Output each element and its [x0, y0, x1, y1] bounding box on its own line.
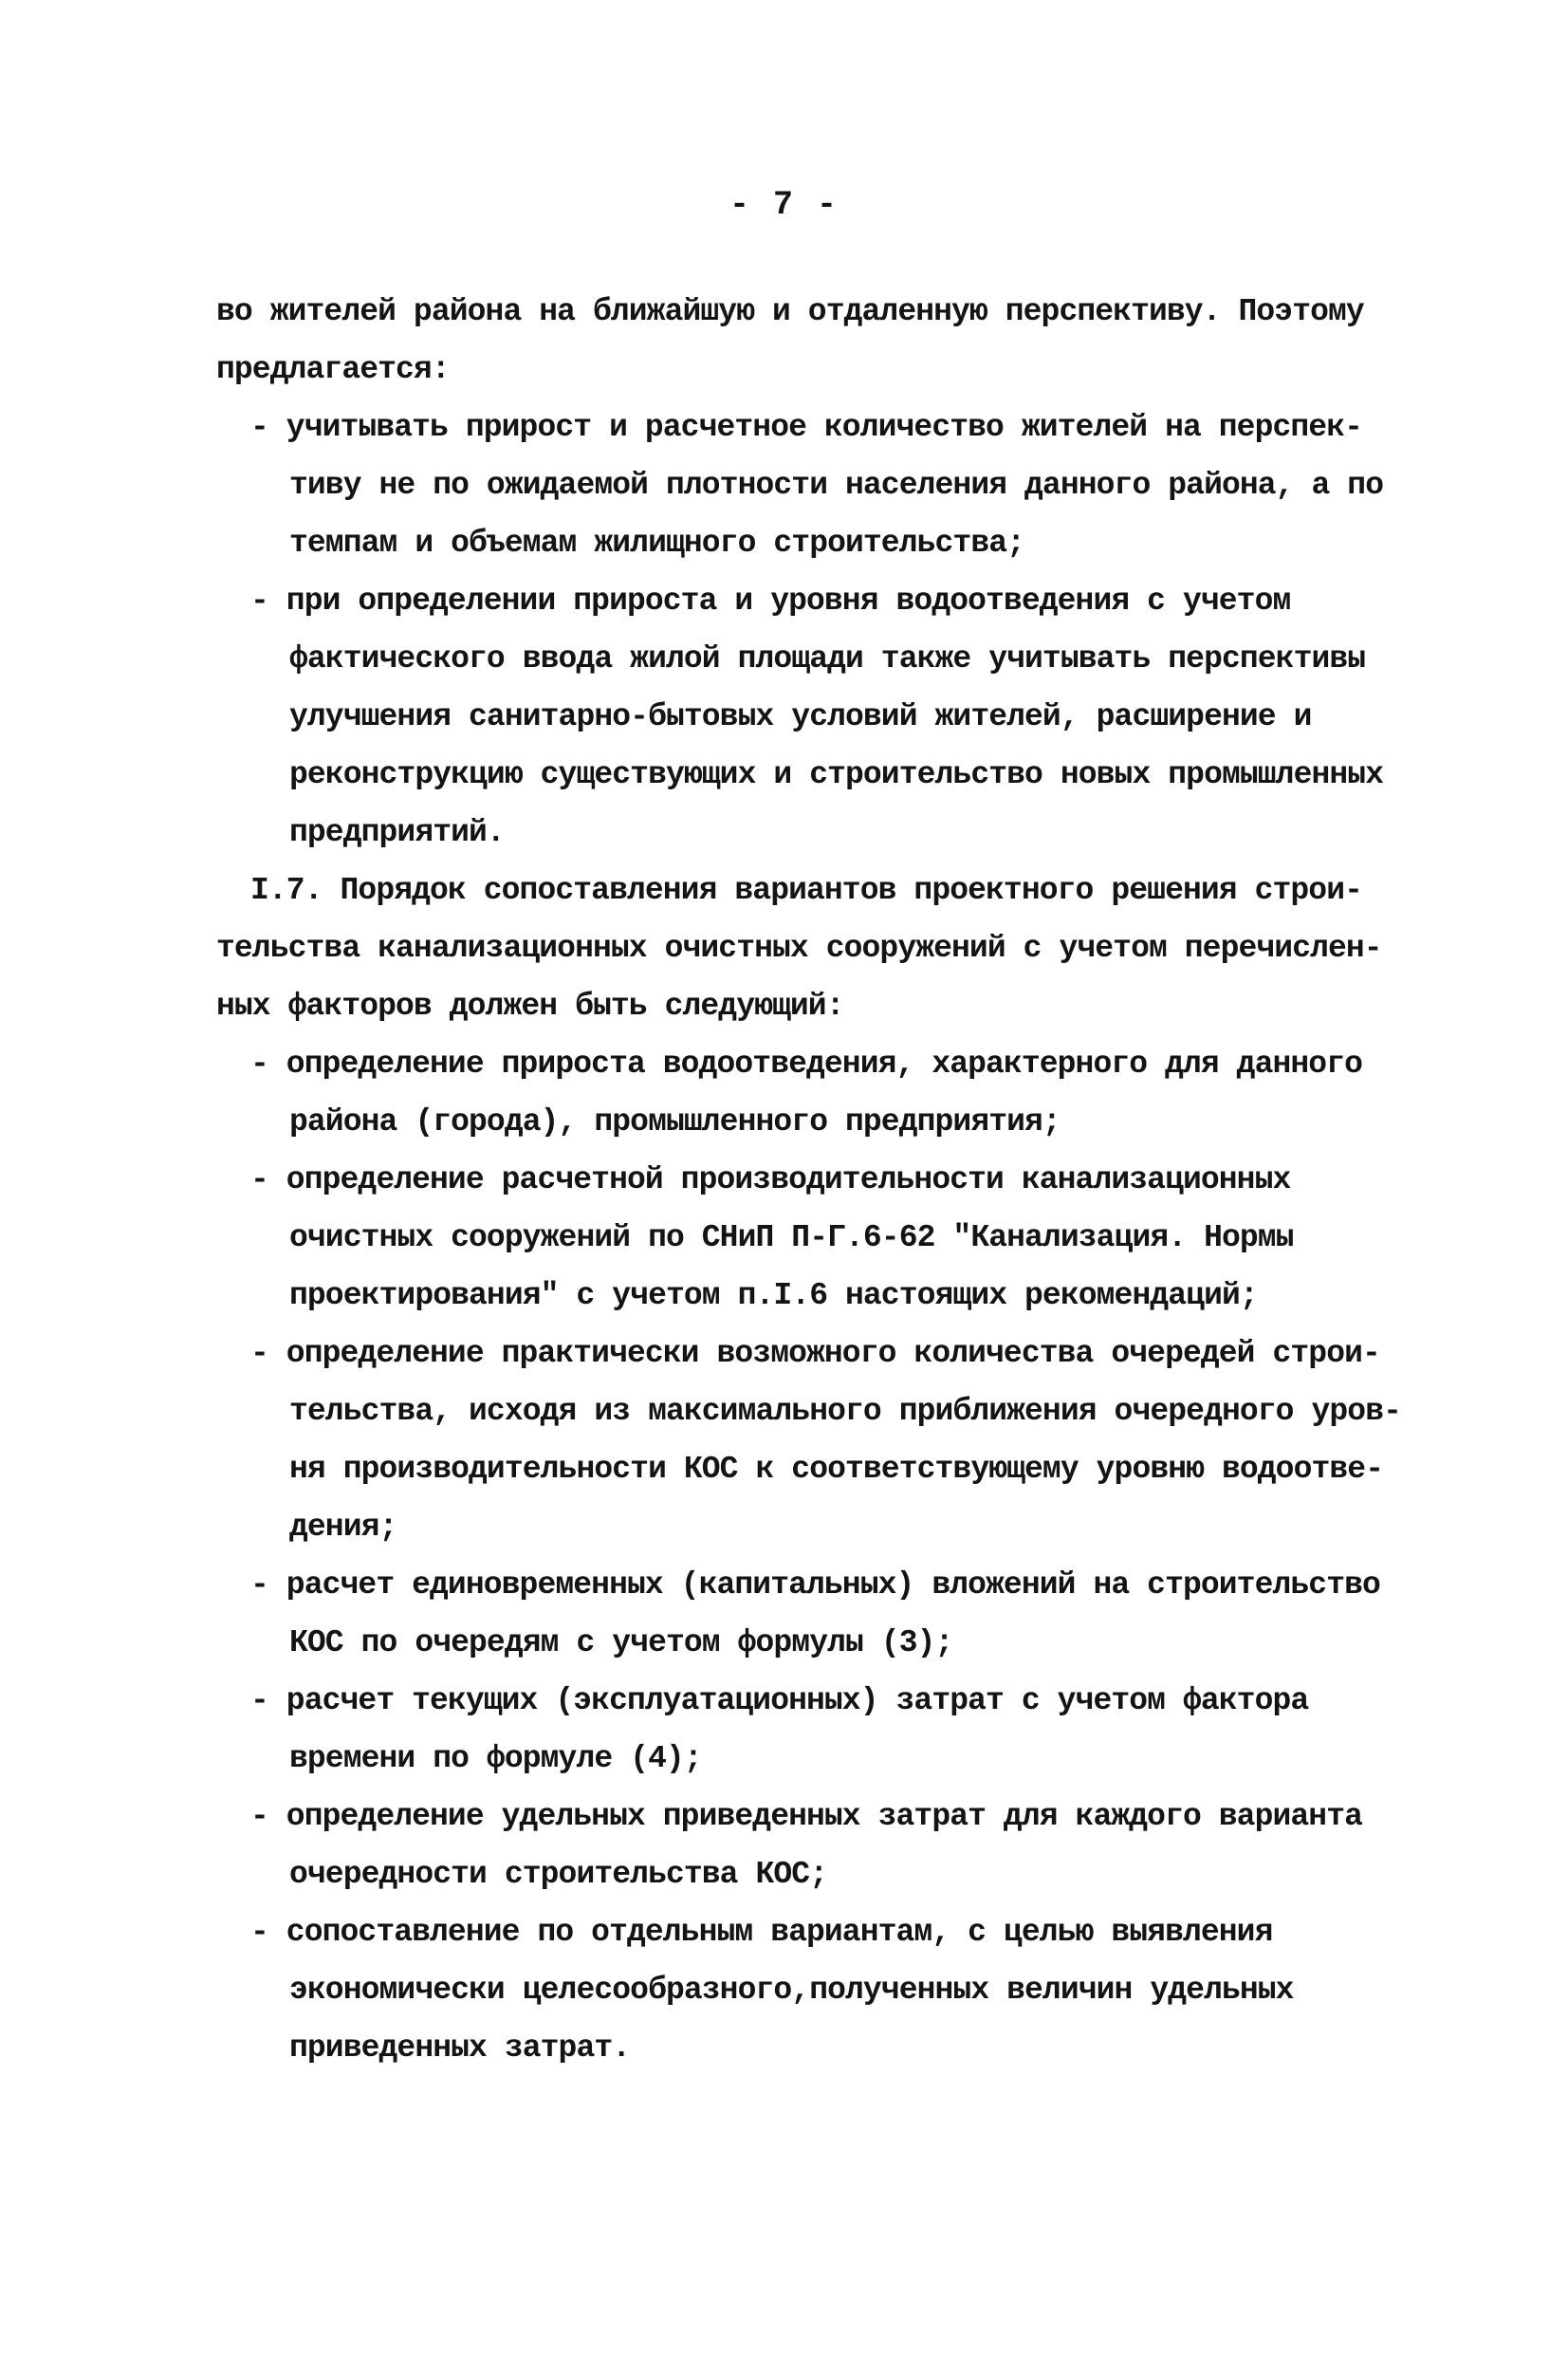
list-item-line: темпам и объемам жилищного строительства;	[289, 526, 1025, 561]
list-item-line: - определение удельных приведенных затрат для каждого варианта	[250, 1799, 1363, 1834]
list-item-line: - расчет единовременных (капитальных) вложений на строительство	[250, 1567, 1380, 1603]
list-item-line: - сопоставление по отдельным вариантам, с целью выявления	[250, 1915, 1273, 1950]
list-item-line: ня производительности КОС к соответствующему уровню водоотве-	[289, 1452, 1384, 1487]
list-item-line: улучшения санитарно-бытовых условий жителей, расширение и	[289, 699, 1312, 734]
list-item-line: - определение прироста водоотведения, характерного для данного	[250, 1047, 1363, 1082]
list-item-line: дения;	[289, 1510, 397, 1545]
list-item-line: очередности строительства КОС;	[289, 1857, 828, 1892]
list-item-line: проектирования" с учетом п.I.6 настоящих рекомендаций;	[289, 1278, 1258, 1313]
list-item-line: экономически целесообразного,полученных величин удельных	[289, 1973, 1294, 2008]
list-item-line: предприятий.	[289, 815, 505, 850]
list-item-line: приведенных затрат.	[289, 2030, 631, 2066]
list-item-line: реконструкцию существующих и строительство новых промышленных	[289, 757, 1384, 792]
list-item-line: тиву не по ожидаемой плотности населения данного района, а по	[289, 468, 1384, 503]
paragraph-line: во жителей района на ближайшую и отдаленную перспективу. Поэтому	[216, 294, 1364, 329]
list-item-line: района (города), промышленного предприятия;	[289, 1104, 1061, 1140]
section-heading-line: I.7. Порядок сопоставления вариантов проектного решения строи-	[250, 873, 1363, 908]
list-item-line: - при определении прироста и уровня водоотведения с учетом	[250, 584, 1291, 619]
list-item-line: - расчет текущих (эксплуатационных) затрат с учетом фактора	[250, 1683, 1309, 1718]
paragraph-line: ных факторов должен быть следующий:	[216, 989, 844, 1024]
list-item-line: - определение практически возможного количества очередей строи-	[250, 1336, 1380, 1371]
list-item-line: - определение расчетной производительности канализационных	[250, 1162, 1291, 1197]
page-number: - 7 -	[729, 186, 839, 224]
paragraph-line: тельства канализационных очистных сооружений с учетом перечислен-	[216, 931, 1382, 966]
list-item-line: КОС по очередям с учетом формулы (3);	[289, 1625, 953, 1660]
list-item-line: очистных сооружений по СНиП П-Г.6-62 "Канализация. Нормы	[289, 1220, 1294, 1255]
list-item-line: времени по формуле (4);	[289, 1741, 702, 1776]
list-item-line: тельства, исходя из максимального приближения очередного уров-	[289, 1394, 1402, 1429]
list-item-line: - учитывать прирост и расчетное количество жителей на перспек-	[250, 410, 1363, 445]
document-body	[216, 283, 1402, 2077]
paragraph-line: предлагается:	[216, 352, 450, 387]
list-item-line: фактического ввода жилой площади также учитывать перспективы	[289, 641, 1366, 677]
